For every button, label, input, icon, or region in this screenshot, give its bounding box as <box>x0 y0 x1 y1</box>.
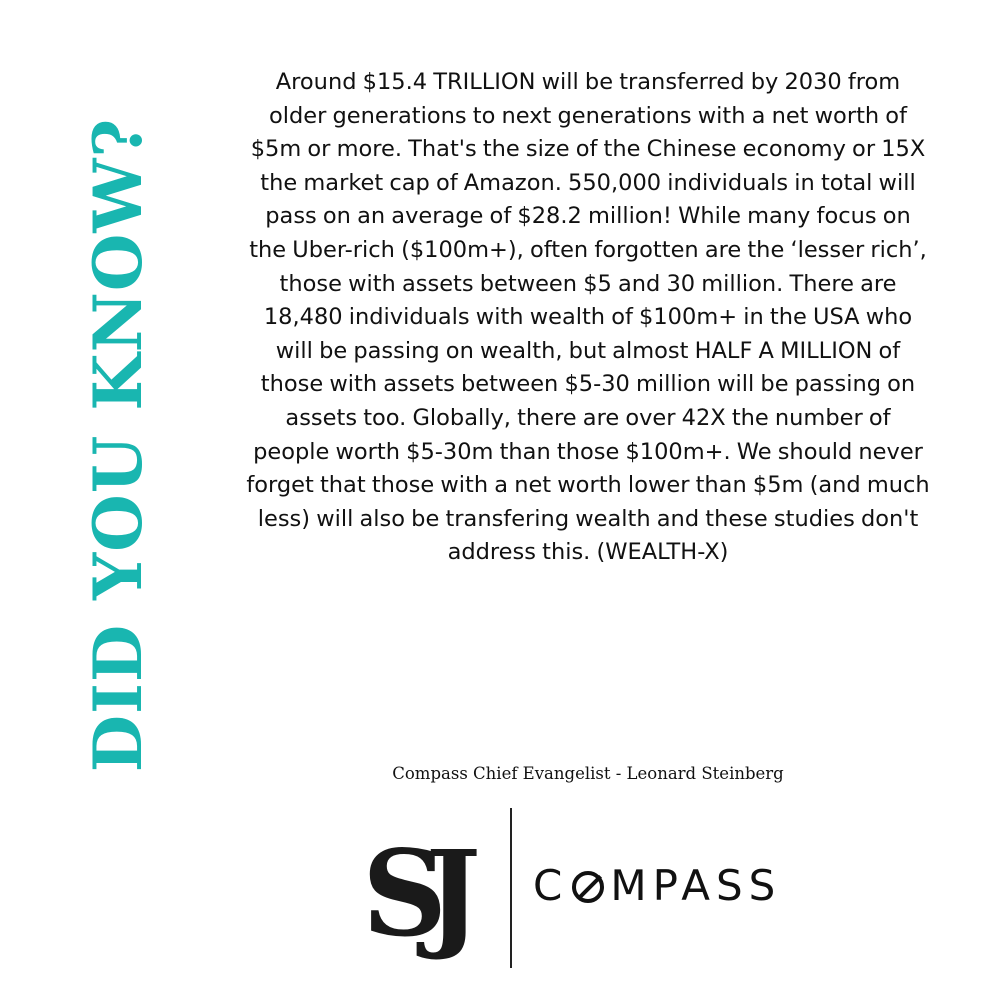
compass-suffix: MPASS <box>610 861 782 910</box>
did-you-know-title: DID YOU KNOW? <box>79 117 157 773</box>
attribution-line: Compass Chief Evangelist - Leonard Steinberg <box>392 764 784 783</box>
logo-divider <box>510 808 512 968</box>
compass-logo <box>533 862 781 910</box>
body-paragraph: Around $15.4 TRILLION will be transferred by 2030 from older generations to next generations with a net worth of $5m or more. That's the size of the Chinese economy or 15X the market cap of Amazon. 550,000 individuals in total will pass on an average of $28.2 million! While many focus on the Uber-rich ($100m+), often forgotten are the ‘lesser rich’, those with assets between $5 and 30 million. There are 18,480 individuals with wealth of $100m+ in the USA who will be passing on wealth, but almost HALF A MILLION of those with assets between $5-30 million will be passing on assets too. Globally, there are over 42X the number of people worth $5-30m than those $100m+. We should never forget that those with a net worth lower than $5m (and much less) will also be transfering wealth and these studies don't address this. (WEALTH-X) <box>246 69 930 566</box>
compass-prefix: C <box>533 861 569 910</box>
compass-o-icon <box>572 871 604 903</box>
sj-logo: SJ <box>362 824 460 963</box>
